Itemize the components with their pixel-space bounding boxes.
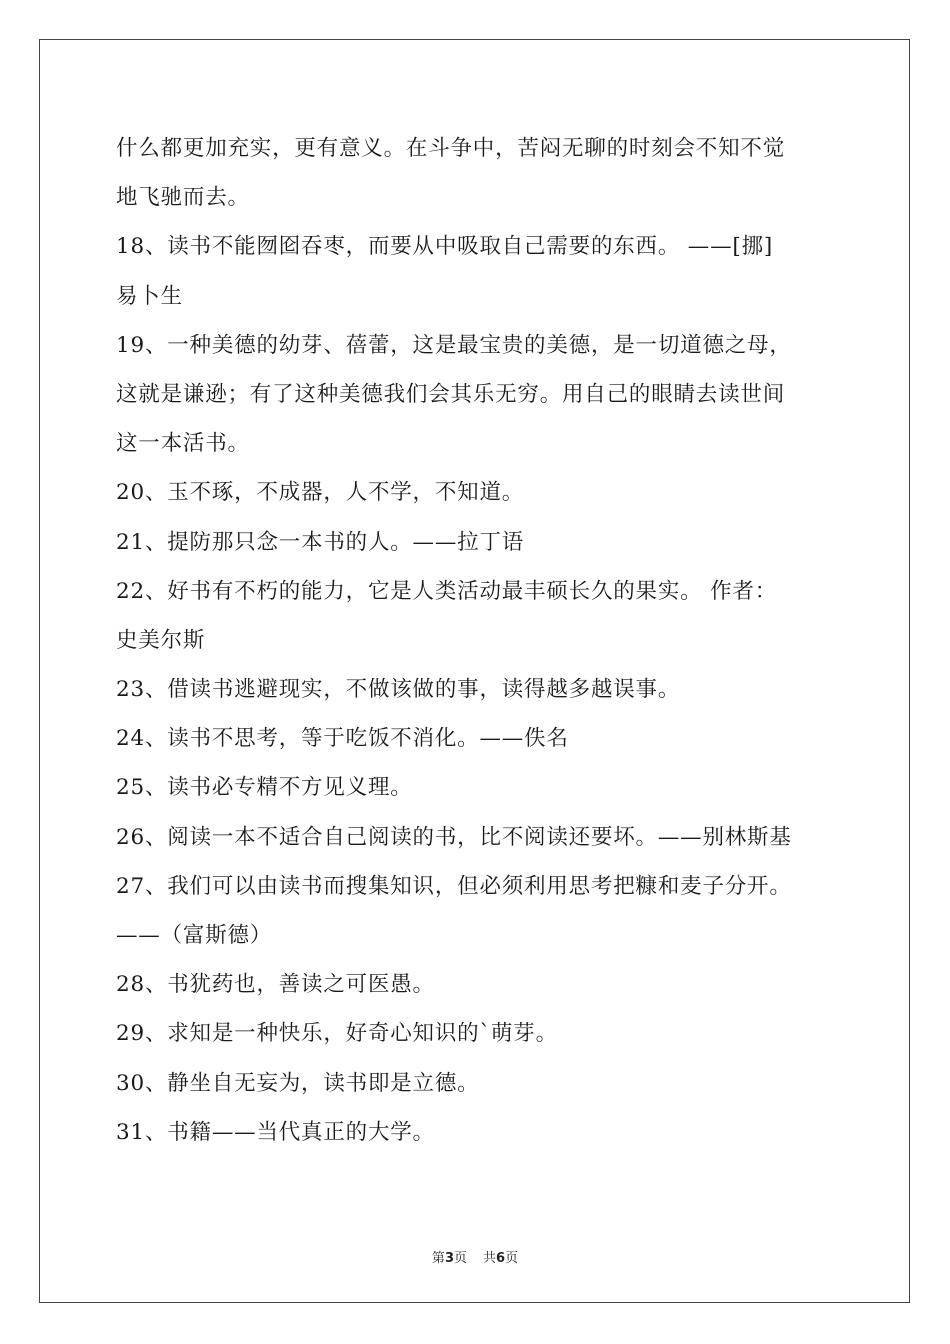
quote-24: 24、读书不思考，等于吃饭不消化。——佚名 xyxy=(116,726,569,752)
text-line: 史美尔斯 xyxy=(116,627,206,653)
quote-19: 19、一种美德的幼芽、蓓蕾，这是最宝贵的美德，是一切道德之母， xyxy=(116,332,792,358)
quote-27: 27、我们可以由读书而搜集知识，但必须利用思考把糠和麦子分开。 xyxy=(116,873,792,899)
quote-30: 30、静坐自无妄为，读书即是立德。 xyxy=(116,1070,480,1096)
text-line: ——（富斯德） xyxy=(116,923,273,948)
text-line: 什么都更加充实，更有意义。在斗争中，苦闷无聊的时刻会不知不觉 xyxy=(116,136,786,161)
quote-31: 31、书籍——当代真正的大学。 xyxy=(116,1119,435,1145)
quote-20: 20、玉不琢，不成器，人不学，不知道。 xyxy=(116,480,525,506)
quote-25: 25、读书必专精不方见义理。 xyxy=(116,775,413,801)
total-prefix: 共 xyxy=(483,1251,497,1266)
page-suffix: 页 xyxy=(453,1251,467,1266)
quote-23: 23、借读书逃避现实，不做该做的事，读得越多越误事。 xyxy=(116,677,681,703)
total-pages: 6 xyxy=(496,1251,506,1266)
text-line: 地飞驰而去。 xyxy=(116,185,250,211)
quote-21: 21、提防那只念一本书的人。——拉丁语 xyxy=(116,529,525,555)
quote-22: 22、好书有不朽的能力，它是人类活动最丰硕长久的果实。 作者： xyxy=(116,578,777,604)
quote-28: 28、书犹药也，善读之可医愚。 xyxy=(116,972,435,998)
quote-29: 29、求知是一种快乐，好奇心知识的`萌芽。 xyxy=(116,1021,558,1047)
quote-26: 26、阅读一本不适合自己阅读的书，比不阅读还要坏。——别林斯基 xyxy=(116,824,792,850)
text-line: 这一本活书。 xyxy=(116,431,250,457)
page-prefix: 第 xyxy=(431,1251,445,1266)
text-line: 这就是谦逊；有了这种美德我们会其乐无穷。用自己的眼睛去读世间 xyxy=(116,381,786,407)
page-number: 3 xyxy=(444,1251,454,1266)
quote-18: 18、读书不能囫囵吞枣，而要从中吸取自己需要的东西。 ——[挪] xyxy=(116,234,774,260)
total-suffix: 页 xyxy=(505,1251,519,1266)
page-footer xyxy=(0,1247,950,1266)
document-body xyxy=(116,124,836,1157)
text-line: 易卜生 xyxy=(116,283,183,309)
